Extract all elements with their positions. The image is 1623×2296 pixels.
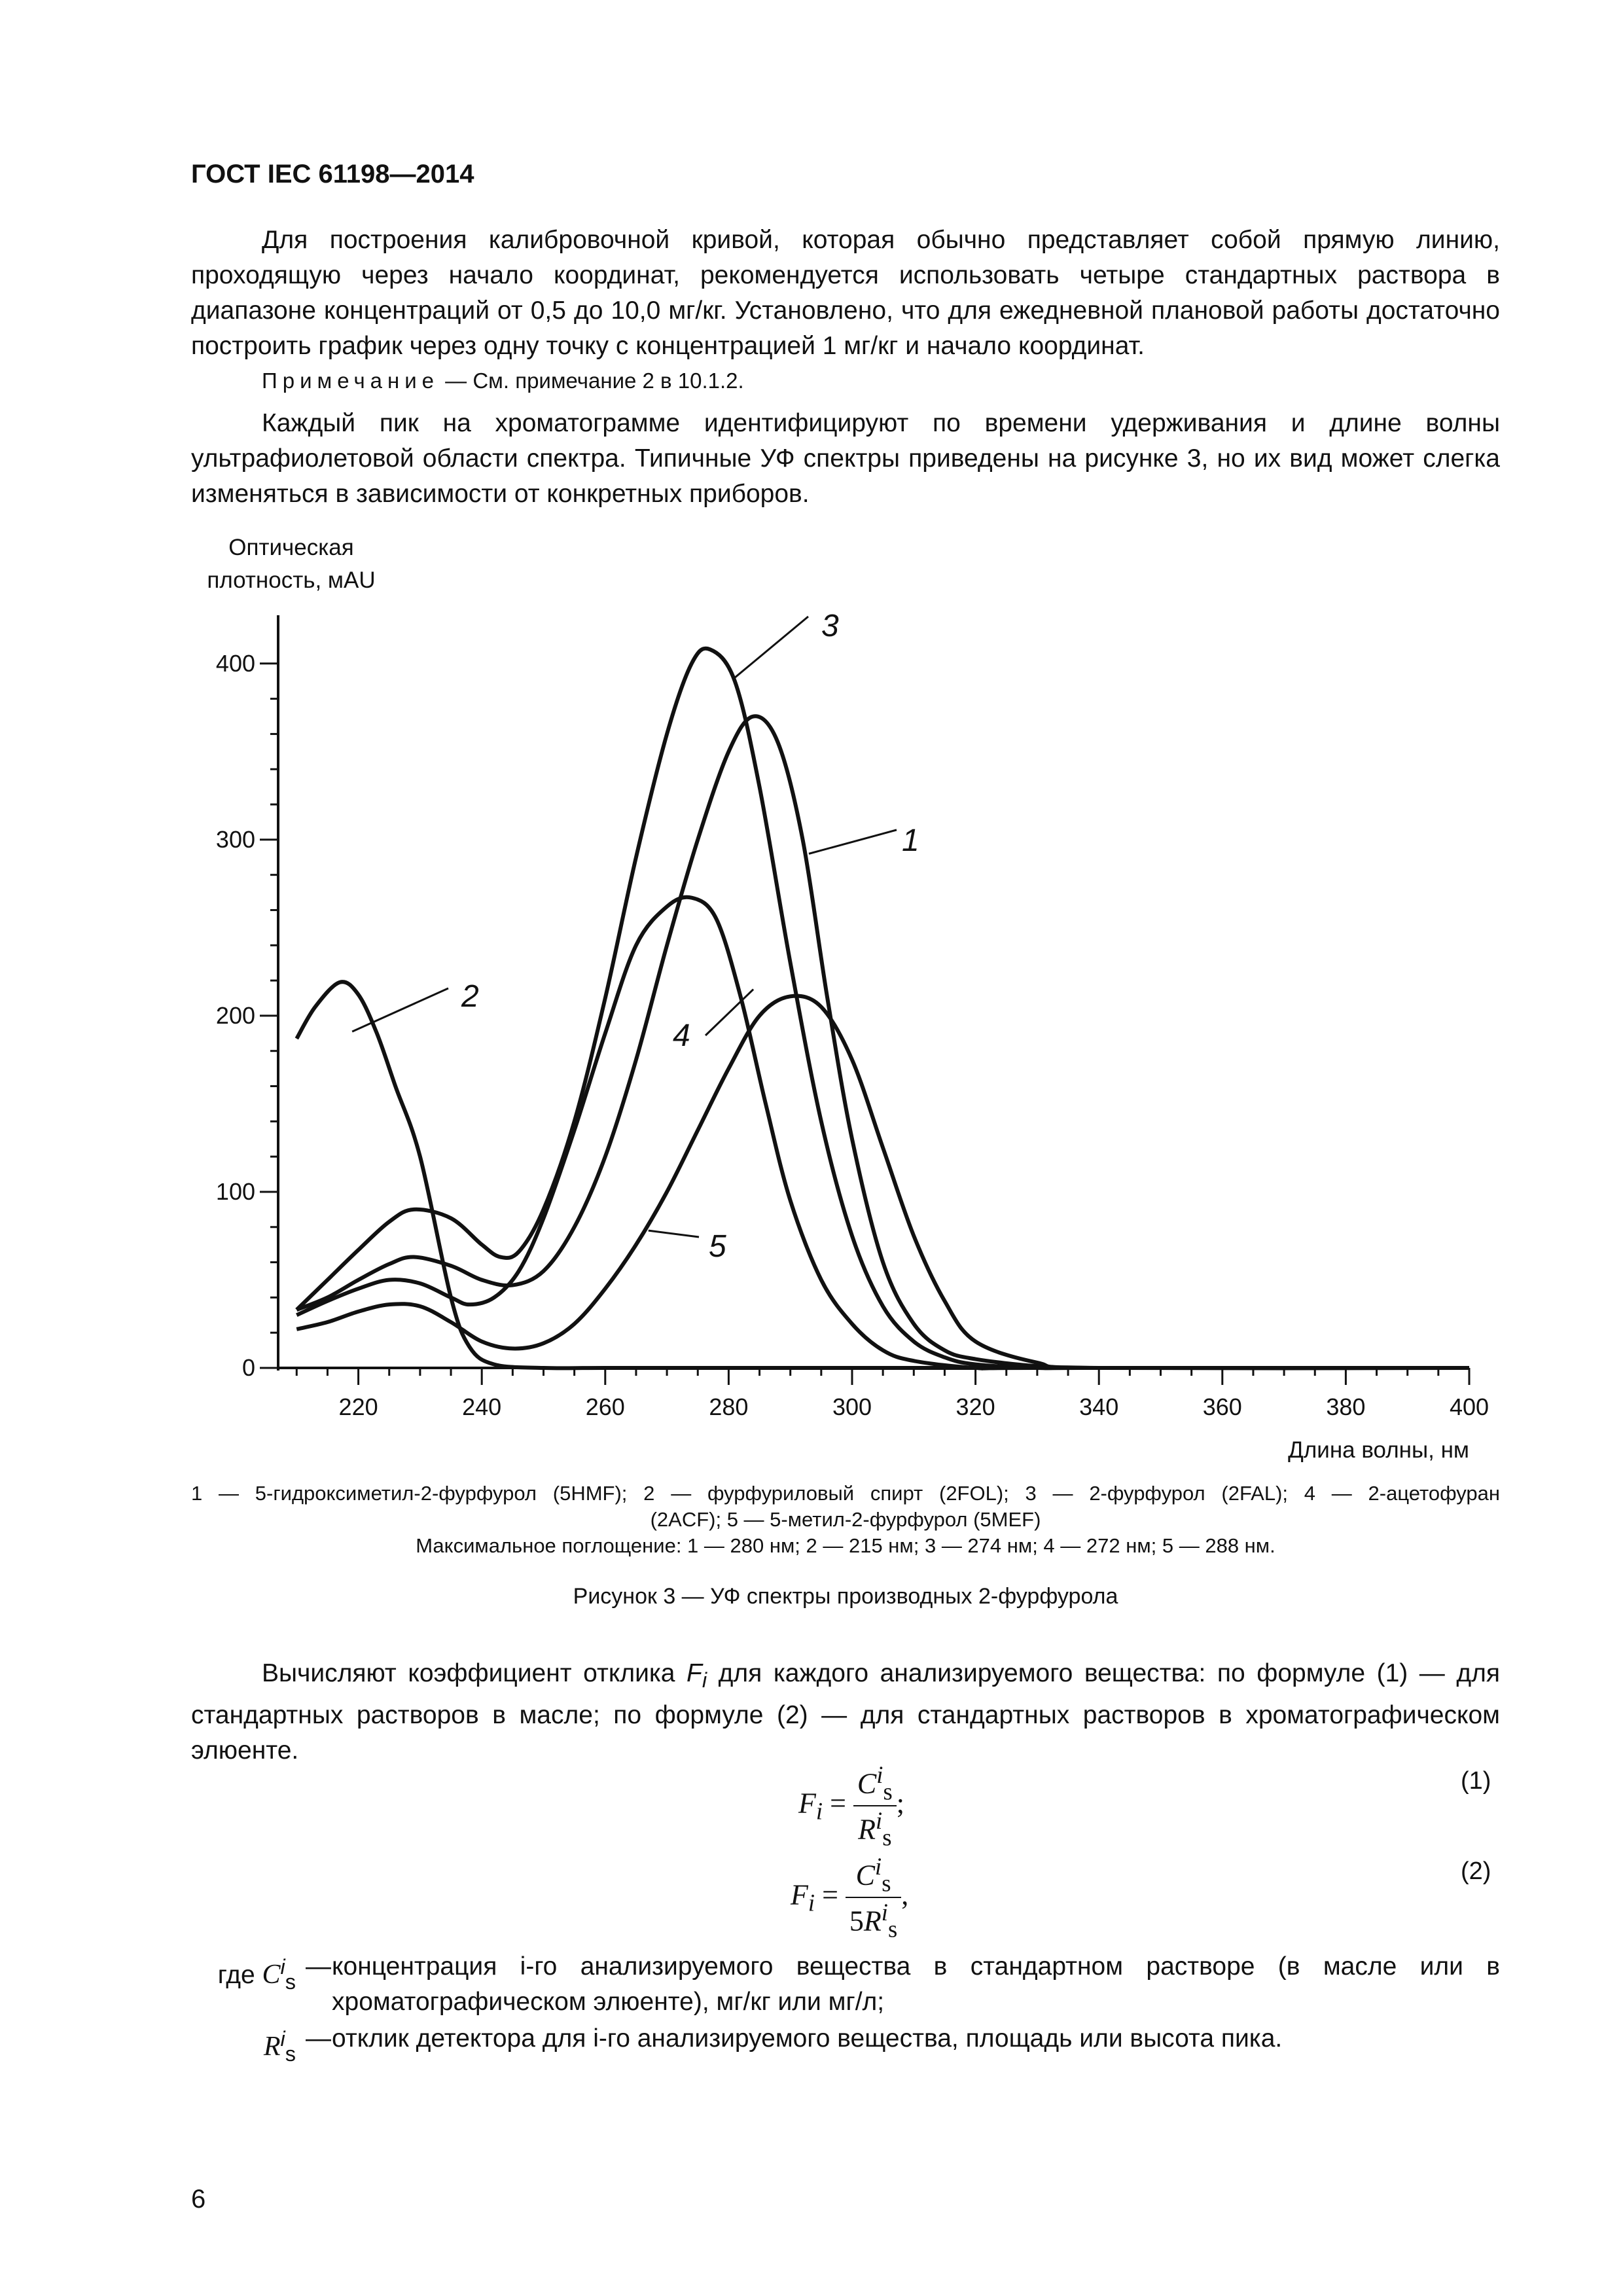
y-axis-label: Оптическая [228,535,354,560]
paragraph-text: Для построения калибровочной кривой, которая обычно представляет собой прямую линию, проходящую через начало координат, рекомендуется использовать четыре стандартных раствора в диапазоне концентраций от 0,5 до 10,0 мг/кг. Установлено, что для ежедневной плановой работы достаточно построить график через одну точку с концентрацией 1 мг/кг и начало координат. [191,226,1500,360]
y-tick-label: 400 [215,649,255,677]
curve-label-leader [809,830,897,853]
fraction: $\frac{C^i_s}{R^i_s}$ [853,1761,897,1852]
paragraph-text: Каждый пик на хроматограмме идентифицируют по времени удерживания и длине волны ультрафиолетовой области спектра. Типичные УФ спектры приведены на рисунке 3, но их вид может слегка изменяться в зависимости от конкретных приборов. [191,409,1500,508]
paragraph-response [191,1656,1500,1768]
def-dash: — [306,2024,331,2053]
def-text-r: отклик детектора для i-го анализируемого вещества, площадь или высота пика. [332,2024,1283,2053]
equation-number-1: (1) [1461,1767,1491,1795]
series-5-line [296,996,1469,1369]
curve-label-4: 4 [673,1018,690,1053]
legend-line-1: 1 — 5-гидроксиметил-2-фурфурол (5HMF); 2 — фурфуриловый спирт (2FOL); 3 — 2-фурфурол (2FAL); 4 — 2-ацетофуран [191,1482,1500,1505]
x-tick-label: 220 [338,1393,378,1420]
symbol-f: F [687,1659,702,1687]
x-tick-label: 340 [1079,1393,1119,1420]
x-tick-label: 380 [1326,1393,1366,1420]
note-text: — См. примечание 2 в 10.1.2. [439,368,744,393]
legend-line-2: (2ACF); 5 — 5-метил-2-фурфурол (5MEF) [650,1508,1041,1531]
def-symbol-r: $R^i_s$ [263,2027,296,2066]
x-tick-label: 280 [709,1393,749,1420]
y-tick-label: 100 [215,1177,255,1205]
curve-label-leader [649,1230,699,1237]
x-tick-label: 360 [1202,1393,1242,1420]
x-tick-label: 240 [462,1393,502,1420]
x-tick-label: 400 [1449,1393,1489,1420]
paragraph-text: Вычисляют коэффициент отклика $F_i$ для каждого анализируемого вещества: по формуле (1) — для стандартных растворов в масле; по формуле (2) — для стандартных растворов в хроматографическом элюенте. [191,1659,1500,1765]
definitions [191,1949,1500,2093]
y-tick-label: 300 [215,825,255,853]
series-1-line [296,716,1469,1368]
curve-label-leader [735,617,808,677]
y-tick-label: 200 [215,1001,255,1029]
curve-label-5: 5 [709,1229,726,1264]
document-header: ГОСТ IEC 61198—2014 [191,160,474,188]
equation-number-2: (2) [1461,1857,1491,1885]
x-tick-label: 320 [955,1393,995,1420]
def-text-c: концентрация i-го анализируемого вещества в стандартном растворе (в масле или в хроматографическом элюенте), мг/кг или мг/л; [332,1952,1500,2016]
fraction: $\frac{C^i_s}{5R^i_s}$ [846,1852,901,1943]
curve-label-2: 2 [461,979,479,1014]
page-number: 6 [191,2185,206,2214]
x-tick-label: 260 [585,1393,625,1420]
formula-1: $F_i$ = $\frac{C^i_s}{R^i_s}$ ; [798,1761,904,1851]
curve-label-3: 3 [821,609,839,643]
figure-caption: Рисунок 3 — УФ спектры производных 2-фурфурола [573,1584,1118,1609]
x-axis-label: Длина волны, нм [1288,1437,1469,1463]
x-tick-label: 300 [832,1393,872,1420]
series-4-line [296,897,1469,1369]
def-symbol-c: где $C^i_s$ [217,1955,296,1994]
curve-label-1: 1 [902,823,919,858]
formula-2: $F_i$ = $\frac{C^i_s}{5R^i_s}$ , [791,1853,909,1943]
y-axis-label: плотность, мAU [207,567,376,593]
def-dash: — [306,1952,331,1981]
figure-legend [191,1480,1500,1559]
series-2-line [296,982,1469,1368]
note-label: Примечание [262,368,440,393]
y-tick-label: 0 [241,1354,255,1381]
legend-line-3: Максимальное поглощение: 1 — 280 нм; 2 — 215 нм; 3 — 274 нм; 4 — 272 нм; 5 — 288 нм. [416,1534,1275,1557]
